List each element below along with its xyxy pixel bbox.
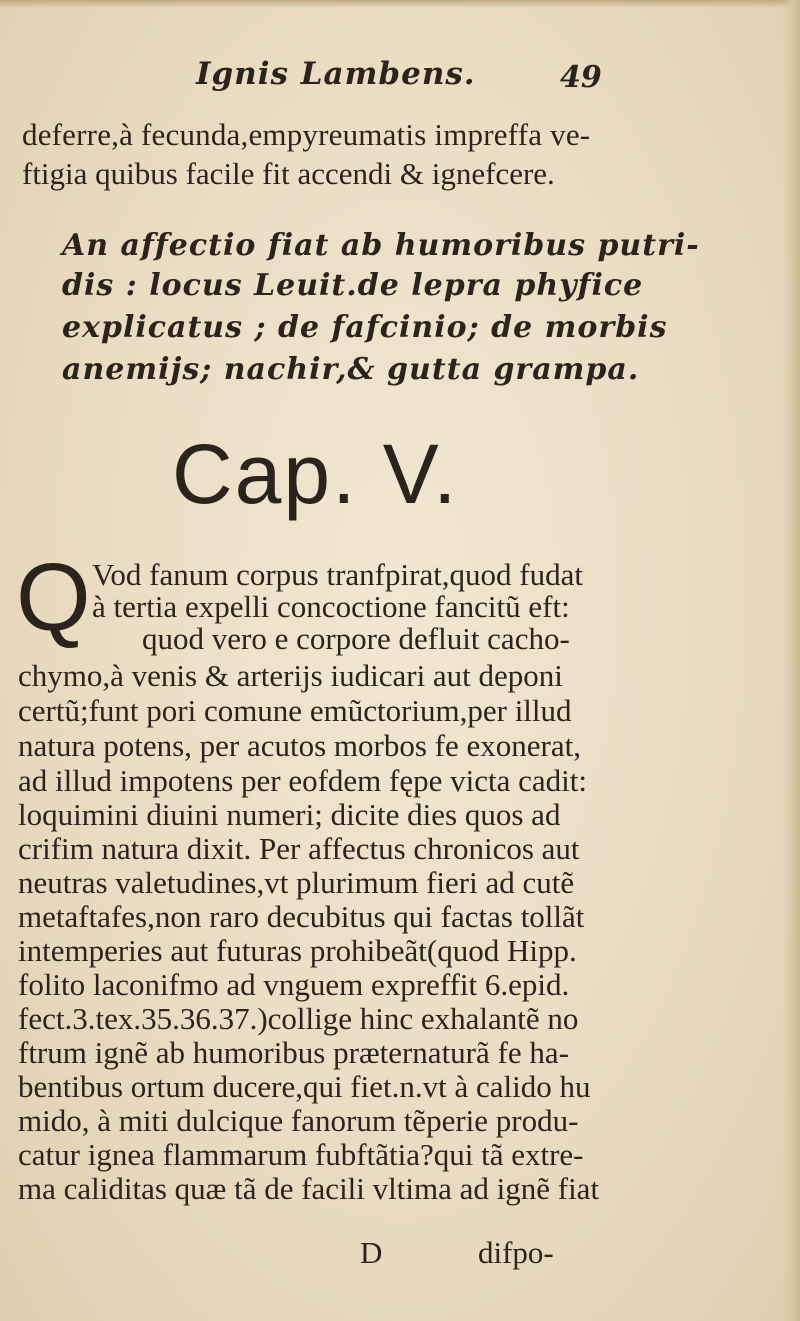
body-line: intemperies aut futuras prohibeãt(quod Hipp. (18, 933, 577, 968)
body-line: ftrum ignẽ ab humoribus præternaturã fe ha- (18, 1035, 569, 1070)
body-line: mido, à miti dulcique fanorum tẽperie produ- (18, 1103, 579, 1138)
body-line: Vod fanum corpus tranfpirat,quod fudat (92, 557, 584, 592)
chapter-title: Cap. V. (172, 427, 459, 521)
heading-line: explicatus ; de fafcinio; de morbis (62, 310, 668, 345)
body-line: à tertia expelli concoctione fancitũ eft: (92, 589, 570, 624)
body-line: quod vero e corpore defluit cacho- (142, 621, 570, 656)
signature-mark: D (360, 1235, 383, 1270)
body-line: ma caliditas quæ tã de facili vltima ad ignẽ fiat (18, 1171, 600, 1206)
running-title: Ignis Lambens. (196, 56, 476, 92)
body-line: bentibus ortum ducere,qui fiet.n.vt à calido hu (18, 1069, 591, 1104)
body-line: neutras valetudines,vt plurimum fieri ad cutẽ (18, 865, 575, 900)
catchword: difpo- (478, 1235, 554, 1270)
body-line: ad illud impotens per eofdem fępe victa cadit: (18, 763, 587, 798)
body-line: chymo,à venis & arterijs iudicari aut deponi (18, 658, 563, 693)
body-line: metaftafes,non raro decubitus qui factas tollãt (18, 899, 585, 934)
body-line: crifim natura dixit. Per affectus chronicos aut (18, 831, 580, 866)
body-line: certũ;funt pori comune emũctorium,per illud (18, 693, 572, 728)
page-edge-shadow (782, 0, 800, 1321)
body-line: natura potens, per acutos morbos fe exonerat, (18, 728, 581, 763)
intro-line: ftigia quibus facile fit accendi & ignefcere. (22, 156, 555, 191)
body-line: catur ignea flammarum fubftãtia?qui tã extre- (18, 1137, 584, 1172)
body-line: folito laconifmo ad vnguem expreffit 6.epid. (18, 967, 570, 1002)
body-line: fect.3.tex.35.36.37.)collige hinc exhalantẽ no (18, 1001, 579, 1036)
drop-cap: Q (16, 544, 91, 651)
heading-line: An affectio fiat ab humoribus putri- (62, 228, 700, 263)
heading-line: dis : locus Leuit.de lepra phyfice (62, 268, 644, 303)
page-header (196, 56, 616, 106)
heading-line: anemijs; nachir,& gutta grampa. (62, 352, 640, 387)
page-top-shadow (0, 0, 800, 8)
intro-line: deferre,à fecunda,empyreumatis impreffa ve- (22, 117, 591, 152)
body-line: loquimini diuini numeri; dicite dies quos ad (18, 797, 561, 832)
page-number: 49 (560, 60, 602, 95)
